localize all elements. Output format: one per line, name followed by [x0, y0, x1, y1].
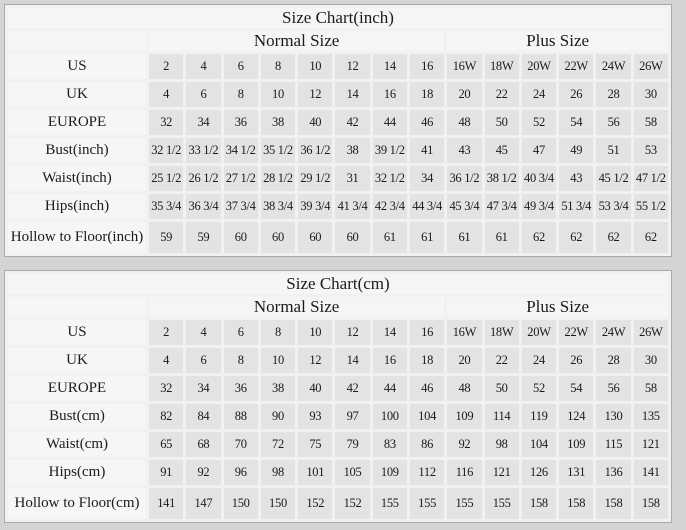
size-value-cell: 98 — [261, 460, 295, 485]
size-value-cell: 12 — [298, 82, 332, 107]
size-value-cell: 50 — [485, 376, 519, 401]
size-value-cell: 44 3/4 — [410, 194, 444, 219]
table-row — [8, 166, 668, 191]
size-value-cell: 45 — [485, 138, 519, 163]
size-value-cell: 84 — [186, 404, 220, 429]
row-label: Waist(cm) — [8, 432, 146, 457]
size-value-cell: 90 — [261, 404, 295, 429]
size-value-cell: 31 — [335, 166, 369, 191]
size-value-cell: 121 — [485, 460, 519, 485]
size-value-cell: 112 — [410, 460, 444, 485]
size-value-cell: 54 — [559, 110, 593, 135]
size-value-cell: 12 — [335, 320, 369, 345]
size-value-cell: 22W — [559, 320, 593, 345]
size-value-cell: 93 — [298, 404, 332, 429]
size-value-cell: 152 — [335, 488, 369, 519]
table-row — [8, 82, 668, 107]
size-value-cell: 82 — [149, 404, 183, 429]
size-value-cell: 14 — [373, 54, 407, 79]
size-value-cell: 53 3/4 — [596, 194, 630, 219]
size-value-cell: 135 — [634, 404, 668, 429]
row-label: Hips(cm) — [8, 460, 146, 485]
size-value-cell: 30 — [634, 348, 668, 373]
table-row — [8, 194, 668, 219]
size-value-cell: 75 — [298, 432, 332, 457]
size-value-cell: 35 1/2 — [261, 138, 295, 163]
size-value-cell: 32 — [149, 376, 183, 401]
size-value-cell: 16 — [410, 54, 444, 79]
size-value-cell: 36 1/2 — [447, 166, 481, 191]
size-value-cell: 100 — [373, 404, 407, 429]
size-value-cell: 130 — [596, 404, 630, 429]
size-value-cell: 152 — [298, 488, 332, 519]
size-value-cell: 60 — [335, 222, 369, 253]
table-row — [8, 54, 668, 79]
size-value-cell: 52 — [522, 110, 556, 135]
size-value-cell: 72 — [261, 432, 295, 457]
group-header-normal-size: Normal Size — [149, 297, 444, 317]
size-value-cell: 28 1/2 — [261, 166, 295, 191]
size-value-cell: 68 — [186, 432, 220, 457]
size-value-cell: 141 — [634, 460, 668, 485]
corner-cell — [8, 31, 146, 51]
row-label: Bust(inch) — [8, 138, 146, 163]
size-value-cell: 32 1/2 — [373, 166, 407, 191]
size-value-cell: 26W — [634, 320, 668, 345]
size-value-cell: 44 — [373, 110, 407, 135]
size-value-cell: 24W — [596, 320, 630, 345]
size-value-cell: 32 1/2 — [149, 138, 183, 163]
table-title: Size Chart(inch) — [8, 8, 668, 28]
row-label: US — [8, 320, 146, 345]
size-value-cell: 10 — [261, 82, 295, 107]
size-value-cell: 26 — [559, 82, 593, 107]
size-value-cell: 36 3/4 — [186, 194, 220, 219]
size-value-cell: 28 — [596, 82, 630, 107]
size-value-cell: 70 — [224, 432, 258, 457]
size-value-cell: 34 1/2 — [224, 138, 258, 163]
table-title-row — [8, 8, 668, 28]
size-value-cell: 62 — [559, 222, 593, 253]
size-value-cell: 4 — [149, 348, 183, 373]
size-value-cell: 33 1/2 — [186, 138, 220, 163]
table-row — [8, 460, 668, 485]
size-value-cell: 39 1/2 — [373, 138, 407, 163]
size-value-cell: 16 — [373, 82, 407, 107]
size-value-cell: 50 — [485, 110, 519, 135]
size-value-cell: 92 — [447, 432, 481, 457]
size-value-cell: 51 3/4 — [559, 194, 593, 219]
size-value-cell: 155 — [410, 488, 444, 519]
size-value-cell: 158 — [596, 488, 630, 519]
size-value-cell: 105 — [335, 460, 369, 485]
size-value-cell: 61 — [485, 222, 519, 253]
size-value-cell: 150 — [224, 488, 258, 519]
size-value-cell: 61 — [410, 222, 444, 253]
size-value-cell: 60 — [298, 222, 332, 253]
size-value-cell: 56 — [596, 376, 630, 401]
size-value-cell: 37 3/4 — [224, 194, 258, 219]
size-value-cell: 56 — [596, 110, 630, 135]
size-value-cell: 4 — [149, 82, 183, 107]
size-value-cell: 30 — [634, 82, 668, 107]
size-value-cell: 4 — [186, 320, 220, 345]
size-value-cell: 42 — [335, 376, 369, 401]
size-value-cell: 131 — [559, 460, 593, 485]
size-value-cell: 6 — [224, 320, 258, 345]
size-value-cell: 10 — [261, 348, 295, 373]
size-value-cell: 55 1/2 — [634, 194, 668, 219]
size-value-cell: 45 1/2 — [596, 166, 630, 191]
size-value-cell: 14 — [335, 348, 369, 373]
size-value-cell: 150 — [261, 488, 295, 519]
size-value-cell: 8 — [261, 320, 295, 345]
size-value-cell: 109 — [447, 404, 481, 429]
size-value-cell: 49 — [559, 138, 593, 163]
size-value-cell: 86 — [410, 432, 444, 457]
size-chart-table-inch — [4, 4, 672, 257]
size-value-cell: 24 — [522, 348, 556, 373]
size-value-cell: 22 — [485, 82, 519, 107]
row-label: UK — [8, 82, 146, 107]
size-value-cell: 16W — [447, 320, 481, 345]
row-label: EUROPE — [8, 376, 146, 401]
group-header-normal-size: Normal Size — [149, 31, 444, 51]
size-value-cell: 96 — [224, 460, 258, 485]
size-value-cell: 10 — [298, 320, 332, 345]
corner-cell — [8, 297, 146, 317]
size-value-cell: 158 — [634, 488, 668, 519]
size-value-cell: 46 — [410, 110, 444, 135]
size-value-cell: 6 — [186, 82, 220, 107]
size-value-cell: 38 — [261, 376, 295, 401]
row-label: EUROPE — [8, 110, 146, 135]
size-value-cell: 24W — [596, 54, 630, 79]
size-value-cell: 22 — [485, 348, 519, 373]
size-value-cell: 18W — [485, 320, 519, 345]
size-value-cell: 40 — [298, 110, 332, 135]
table-row — [8, 488, 668, 519]
size-value-cell: 51 — [596, 138, 630, 163]
size-value-cell: 26 — [559, 348, 593, 373]
size-value-cell: 101 — [298, 460, 332, 485]
size-value-cell: 121 — [634, 432, 668, 457]
size-value-cell: 38 1/2 — [485, 166, 519, 191]
size-value-cell: 8 — [224, 348, 258, 373]
table-row — [8, 138, 668, 163]
size-value-cell: 38 — [335, 138, 369, 163]
size-value-cell: 59 — [186, 222, 220, 253]
size-value-cell: 34 — [186, 110, 220, 135]
size-value-cell: 104 — [410, 404, 444, 429]
size-value-cell: 43 — [447, 138, 481, 163]
size-value-cell: 54 — [559, 376, 593, 401]
size-value-cell: 62 — [634, 222, 668, 253]
size-value-cell: 60 — [224, 222, 258, 253]
size-value-cell: 20 — [447, 82, 481, 107]
size-value-cell: 109 — [373, 460, 407, 485]
size-value-cell: 32 — [149, 110, 183, 135]
table-row — [8, 222, 668, 253]
size-value-cell: 58 — [634, 376, 668, 401]
table-row — [8, 348, 668, 373]
size-value-cell: 20 — [447, 348, 481, 373]
row-label: UK — [8, 348, 146, 373]
size-value-cell: 16W — [447, 54, 481, 79]
size-value-cell: 18 — [410, 348, 444, 373]
size-value-cell: 25 1/2 — [149, 166, 183, 191]
size-value-cell: 34 — [186, 376, 220, 401]
size-value-cell: 60 — [261, 222, 295, 253]
size-value-cell: 18 — [410, 82, 444, 107]
size-value-cell: 116 — [447, 460, 481, 485]
size-value-cell: 20W — [522, 320, 556, 345]
row-label: Waist(inch) — [8, 166, 146, 191]
size-value-cell: 38 3/4 — [261, 194, 295, 219]
size-value-cell: 34 — [410, 166, 444, 191]
size-value-cell: 41 — [410, 138, 444, 163]
row-label: US — [8, 54, 146, 79]
size-value-cell: 158 — [559, 488, 593, 519]
group-header-plus-size: Plus Size — [447, 31, 668, 51]
size-value-cell: 40 — [298, 376, 332, 401]
size-value-cell: 46 — [410, 376, 444, 401]
size-value-cell: 92 — [186, 460, 220, 485]
size-value-cell: 124 — [559, 404, 593, 429]
size-value-cell: 115 — [596, 432, 630, 457]
size-value-cell: 16 — [410, 320, 444, 345]
size-value-cell: 40 3/4 — [522, 166, 556, 191]
size-value-cell: 52 — [522, 376, 556, 401]
size-value-cell: 39 3/4 — [298, 194, 332, 219]
group-header-row — [8, 297, 668, 317]
row-label: Hollow to Floor(inch) — [8, 222, 146, 253]
size-value-cell: 109 — [559, 432, 593, 457]
size-value-cell: 158 — [522, 488, 556, 519]
table-title-row — [8, 274, 668, 294]
size-value-cell: 79 — [335, 432, 369, 457]
table-row — [8, 432, 668, 457]
size-value-cell: 59 — [149, 222, 183, 253]
size-value-cell: 6 — [186, 348, 220, 373]
size-chart-table-cm — [4, 270, 672, 523]
size-value-cell: 22W — [559, 54, 593, 79]
size-value-cell: 155 — [485, 488, 519, 519]
size-value-cell: 36 — [224, 376, 258, 401]
size-value-cell: 38 — [261, 110, 295, 135]
size-value-cell: 26 1/2 — [186, 166, 220, 191]
size-value-cell: 47 — [522, 138, 556, 163]
table-title: Size Chart(cm) — [8, 274, 668, 294]
size-value-cell: 29 1/2 — [298, 166, 332, 191]
group-header-row — [8, 31, 668, 51]
size-value-cell: 53 — [634, 138, 668, 163]
size-value-cell: 42 — [335, 110, 369, 135]
size-value-cell: 147 — [186, 488, 220, 519]
size-value-cell: 97 — [335, 404, 369, 429]
size-value-cell: 126 — [522, 460, 556, 485]
size-value-cell: 136 — [596, 460, 630, 485]
size-value-cell: 45 3/4 — [447, 194, 481, 219]
size-value-cell: 58 — [634, 110, 668, 135]
size-value-cell: 2 — [149, 54, 183, 79]
size-value-cell: 62 — [596, 222, 630, 253]
size-value-cell: 18W — [485, 54, 519, 79]
size-value-cell: 4 — [186, 54, 220, 79]
size-value-cell: 155 — [373, 488, 407, 519]
size-value-cell: 88 — [224, 404, 258, 429]
size-value-cell: 141 — [149, 488, 183, 519]
row-label: Hips(inch) — [8, 194, 146, 219]
size-value-cell: 98 — [485, 432, 519, 457]
size-value-cell: 61 — [373, 222, 407, 253]
size-value-cell: 119 — [522, 404, 556, 429]
size-value-cell: 49 3/4 — [522, 194, 556, 219]
row-label: Hollow to Floor(cm) — [8, 488, 146, 519]
size-value-cell: 65 — [149, 432, 183, 457]
size-value-cell: 26W — [634, 54, 668, 79]
size-value-cell: 47 1/2 — [634, 166, 668, 191]
size-value-cell: 104 — [522, 432, 556, 457]
size-value-cell: 44 — [373, 376, 407, 401]
size-value-cell: 35 3/4 — [149, 194, 183, 219]
size-value-cell: 8 — [224, 82, 258, 107]
group-header-plus-size: Plus Size — [447, 297, 668, 317]
size-value-cell: 155 — [447, 488, 481, 519]
size-value-cell: 62 — [522, 222, 556, 253]
size-value-cell: 36 — [224, 110, 258, 135]
size-value-cell: 47 3/4 — [485, 194, 519, 219]
size-chart-inch-body — [8, 8, 668, 253]
size-value-cell: 61 — [447, 222, 481, 253]
size-value-cell: 41 3/4 — [335, 194, 369, 219]
row-label: Bust(cm) — [8, 404, 146, 429]
size-value-cell: 12 — [335, 54, 369, 79]
size-value-cell: 14 — [373, 320, 407, 345]
size-value-cell: 12 — [298, 348, 332, 373]
size-value-cell: 36 1/2 — [298, 138, 332, 163]
size-value-cell: 20W — [522, 54, 556, 79]
size-value-cell: 42 3/4 — [373, 194, 407, 219]
size-value-cell: 14 — [335, 82, 369, 107]
size-value-cell: 91 — [149, 460, 183, 485]
size-value-cell: 6 — [224, 54, 258, 79]
size-value-cell: 10 — [298, 54, 332, 79]
size-value-cell: 48 — [447, 376, 481, 401]
size-value-cell: 48 — [447, 110, 481, 135]
size-value-cell: 16 — [373, 348, 407, 373]
size-value-cell: 83 — [373, 432, 407, 457]
size-value-cell: 2 — [149, 320, 183, 345]
table-row — [8, 404, 668, 429]
size-value-cell: 27 1/2 — [224, 166, 258, 191]
table-row — [8, 110, 668, 135]
size-chart-cm-body — [8, 274, 668, 519]
table-row — [8, 320, 668, 345]
size-value-cell: 8 — [261, 54, 295, 79]
size-value-cell: 24 — [522, 82, 556, 107]
table-row — [8, 376, 668, 401]
size-value-cell: 28 — [596, 348, 630, 373]
size-value-cell: 43 — [559, 166, 593, 191]
size-value-cell: 114 — [485, 404, 519, 429]
